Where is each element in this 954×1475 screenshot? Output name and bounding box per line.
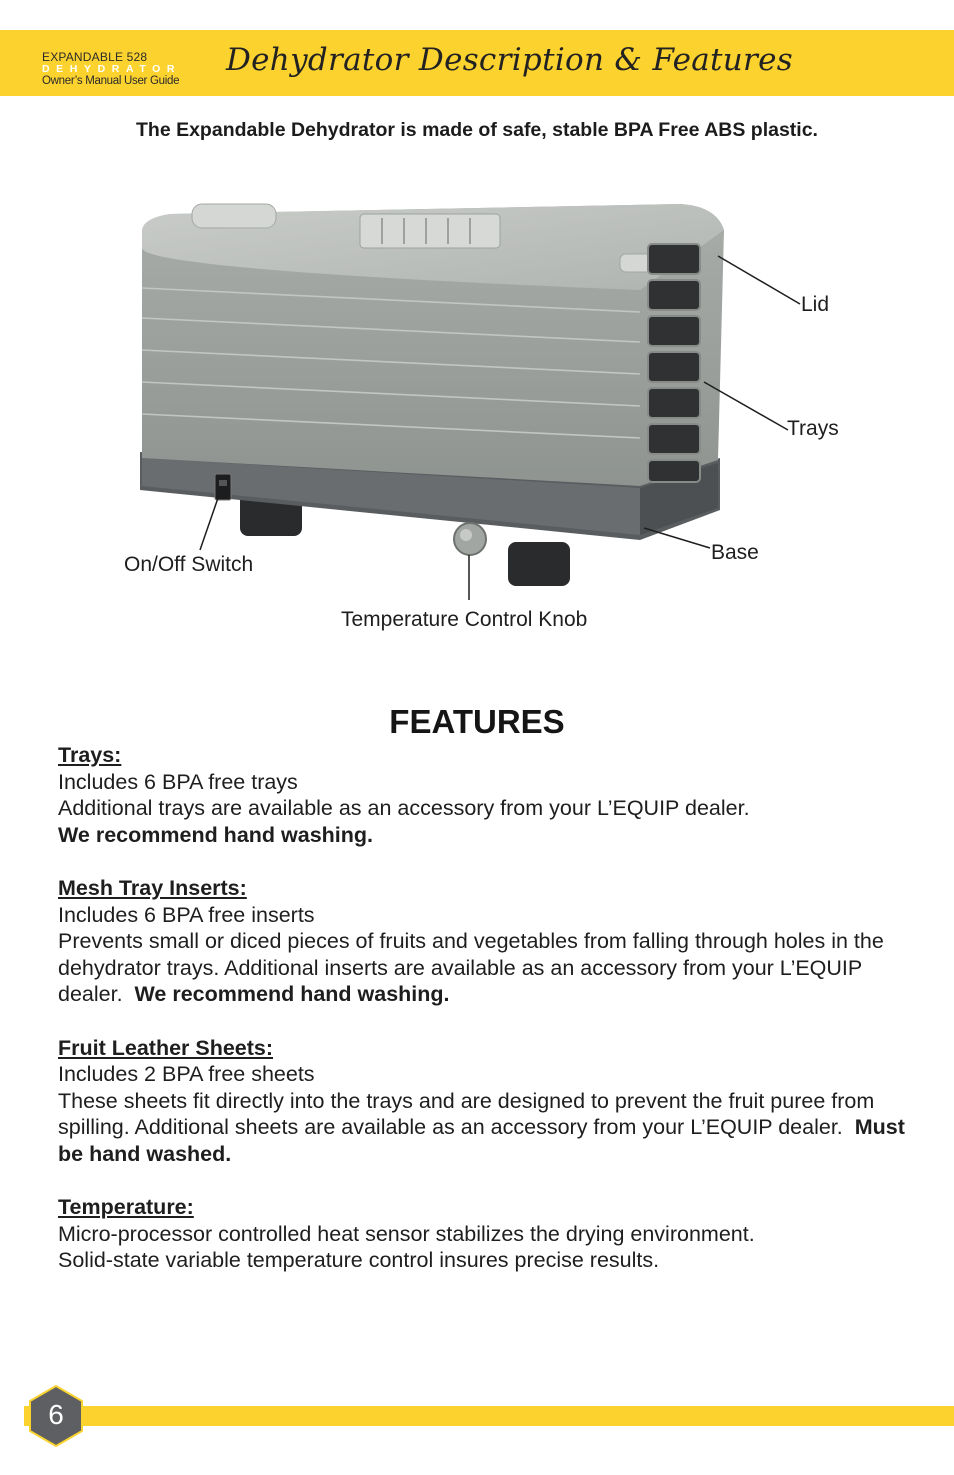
page-number: 6: [48, 1399, 64, 1430]
feature-heading: Mesh Tray Inserts:: [58, 875, 247, 900]
brand-block: [42, 51, 181, 87]
brand-product: DEHYDRATOR: [42, 63, 182, 75]
feature-text: Includes 6 BPA free inserts Prevents small or diced pieces of fruits and vegetables from falling through holes in the dehydrator trays. Additional inserts are available as an accessory from your L’EQUIP dealer.: [58, 902, 884, 1007]
lid-vent: [360, 214, 500, 248]
feature-heading: Temperature:: [58, 1195, 194, 1220]
feature-trays: [58, 742, 908, 848]
feature-temperature: [58, 1194, 908, 1274]
intro-text: The Expandable Dehydrator is made of safe, stable BPA Free ABS plastic.: [136, 119, 818, 141]
dehydrator-illustration: [120, 190, 840, 600]
feature-note: We recommend hand washing.: [134, 982, 450, 1007]
feature-heading: Fruit Leather Sheets:: [58, 1035, 274, 1060]
label-lid: Lid: [801, 293, 830, 316]
feature-note: Must be hand washed.: [58, 1115, 905, 1166]
on-off-switch: [215, 474, 231, 500]
temperature-knob: [454, 523, 486, 555]
feature-text: Includes 2 BPA free sheets These sheets fit directly into the trays and are designed to prevent the fruit puree from spilling. Additional sheets are available as an accessory from your L’EQUIP dealer.: [58, 1062, 875, 1140]
brand-model: EXPANDABLE 528: [42, 50, 148, 64]
label-on-off-switch: On/Off Switch: [124, 553, 254, 576]
feature-note: We recommend hand washing.: [58, 822, 373, 847]
label-temperature-knob: Temperature Control Knob: [341, 608, 588, 631]
tray-slots: [648, 244, 700, 482]
feature-text: Micro-processor controlled heat sensor stabilizes the drying environment. Solid-state variable temperature control insures precise results.: [58, 1221, 755, 1273]
feature-mesh-inserts: [58, 875, 908, 1008]
footer-band: [24, 1406, 954, 1426]
page-title: Dehydrator Description & Features: [226, 42, 794, 78]
brand-guide: Owner’s Manual User Guide: [42, 74, 180, 87]
label-base: Base: [711, 541, 759, 564]
feature-fruit-leather: [58, 1035, 908, 1168]
feature-heading: Trays:: [58, 743, 122, 767]
label-trays: Trays: [787, 417, 839, 440]
feature-text: Includes 6 BPA free trays Additional trays are available as an accessory from your L’EQUIP dealer.: [58, 769, 750, 821]
features-title: FEATURES: [389, 703, 565, 740]
features-list: [58, 742, 908, 1300]
